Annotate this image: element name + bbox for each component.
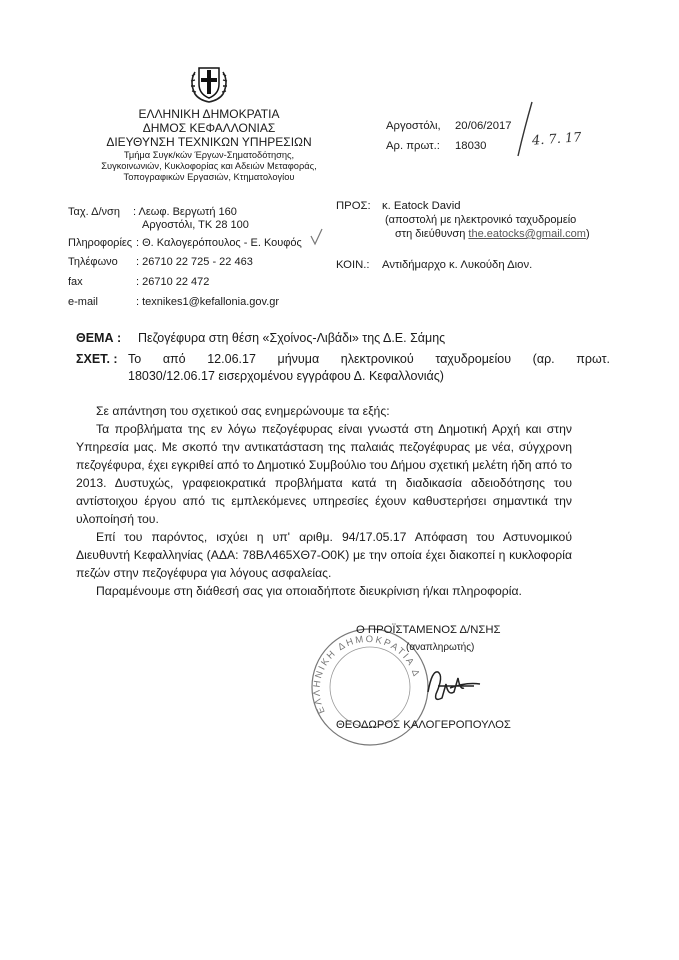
phone-label: Τηλέφωνο [68, 256, 118, 268]
stamp-text: ΕΛΛΗΝΙΚΗ ΔΗΜΟΚΡΑΤΙΑ Δ [311, 633, 423, 716]
republic-title: ΕΛΛΗΝΙΚΗ ΔΗΜΟΚΡΑΤΙΑ [138, 107, 280, 121]
check-mark [310, 228, 324, 251]
to-note-prefix: στη διεύθυνση [395, 228, 469, 240]
directorate-title: ΔΙΕΥΘΥΝΣΗ ΤΕΧΝΙΚΩΝ ΥΠΗΡΕΣΙΩΝ [106, 134, 312, 149]
protocol-label: Αρ. πρωτ.: [386, 140, 440, 152]
protocol-value: 18030 [455, 140, 487, 152]
reference-line-2: 18030/12.06.17 εισερχομένου εγγράφου Δ. Κεφαλλονιάς) [128, 369, 444, 383]
cc-value: Αντιδήμαρχο κ. Λυκούδη Διον. [382, 259, 533, 271]
date-label: Αργοστόλι, [386, 120, 441, 132]
letter-body [76, 402, 572, 600]
email-label: e-mail [68, 296, 98, 308]
to-name: κ. Eatock David [382, 200, 461, 212]
info-value: : Θ. Καλογερόπουλος - Ε. Κουφός [136, 237, 302, 249]
municipality-title: ΔΗΜΟΣ ΚΕΦΑΛΛΟΝΙΑΣ [142, 120, 276, 135]
signatory-name: ΘΕΟΔΩΡΟΣ ΚΑΛΟΓΕΡΟΠΟΥΛΟΣ [336, 719, 511, 731]
department-line-1: Τμήμα Συγκ/κών Έργων-Σηματοδότησης, [123, 150, 295, 161]
date-value: 20/06/2017 [455, 120, 512, 132]
phone-value: : 26710 22 725 - 22 463 [136, 256, 253, 268]
intro-paragraph: Σε απάντηση του σχετικού σας ενημερώνουμε τα εξής: [96, 404, 390, 418]
signatory-subtitle: (αναπληρωτής) [406, 642, 475, 653]
handwritten-date: 4. 7. 17 [531, 130, 583, 149]
cc-label: ΚΟΙΝ.: [336, 259, 370, 271]
handwritten-signature [420, 662, 500, 711]
subject-text: Πεζογέφυρα στη θέση «Σχοίνος-Λιβάδι» της Δ.Ε. Σάμης [138, 331, 446, 345]
to-note-line-1: (αποστολή με ηλεκτρονικό ταχυδρομείο [385, 214, 577, 226]
coat-of-arms-emblem [185, 62, 233, 104]
signatory-title: Ο ΠΡΟΪΣΤΑΜΕΝΟΣ Δ/ΝΣΗΣ [356, 624, 501, 636]
reference-label: ΣΧΕΤ. : [76, 352, 118, 366]
address-line-2: Αργοστόλι, ΤΚ 28 100 [142, 219, 249, 231]
fax-value: : 26710 22 472 [136, 276, 210, 288]
subject-label: ΘΕΜΑ : [76, 331, 122, 345]
reference-line-1: Το από 12.06.17 μήνυμα ηλεκτρονικού ταχυδρομείου (αρ. πρωτ. [128, 352, 610, 366]
to-note-suffix: ) [585, 228, 590, 240]
department-line-2: Συγκοινωνιών, Κυκλοφορίας και Αδειών Μεταφοράς, [101, 161, 317, 172]
address-line-1: : Λεωφ. Βεργωτή 160 [133, 206, 237, 218]
to-note-line-2 [395, 228, 590, 240]
department-line-3: Τοπογραφικών Εργασιών, Κτηματολογίου [123, 171, 295, 182]
letterhead [92, 108, 326, 182]
paragraph-3: Παραμένουμε στη διάθεσή σας για οποιαδήποτε διευκρίνιση ή/και πληροφορία. [96, 584, 522, 598]
to-label: ΠΡΟΣ: [336, 200, 371, 212]
info-label: Πληροφορίες [68, 237, 133, 249]
fax-label: fax [68, 276, 83, 288]
email-value: : texnikes1@kefallonia.gov.gr [136, 296, 280, 308]
paragraph-1: Τα προβλήματα της εν λόγω πεζογέφυρας είναι γνωστά στη Δημοτική Αρχή και στην Υπηρεσία μας. Με σκοπό την αντικατάσταση της παλαιάς πεζογέφυρας με νέα, σύγχρονη πεζογέφυρα, έχει εγκριθεί από το Δημοτικό Συμβούλιο του Δήμου σχετική μελέτη ήδη από το 2013. Δυστυχώς, γραφειοκρατικά προβλήματα κατά τη διαδικασία αδειοδότησης του αντίστοιχου έργου από τις εμπλεκόμενες υπηρεσίες έχουν καθυστερήσει σημαντικά την υλοποίησή του. [76, 422, 572, 526]
address-label: Ταχ. Δ/νση [68, 206, 120, 218]
recipient-email-link[interactable]: the.eatocks@gmail.com [468, 228, 586, 240]
paragraph-2: Επί του παρόντος, ισχύει η υπ' αριθμ. 94/17.05.17 Απόφαση του Αστυνομικού Διευθυντή Κεφαλληνίας (ΑΔΑ: 78ΒΛ465ΧΘ7-Ο0Κ) με την οποία έχει διακοπεί η κυκλοφορία πεζών στην πεζογέφυρα για λόγους ασφαλείας. [76, 530, 572, 580]
